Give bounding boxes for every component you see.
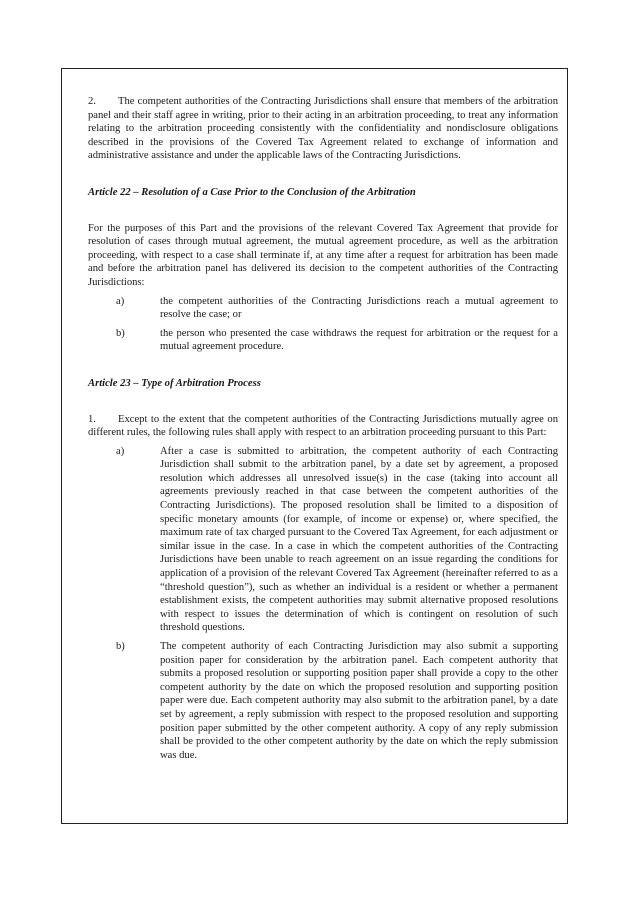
paragraph-number: 1. bbox=[88, 413, 96, 425]
article21-paragraph-2 bbox=[88, 95, 558, 163]
article23-paragraph-1 bbox=[88, 413, 558, 440]
article22-intro: For the purposes of this Part and the provisions of the relevant Covered Tax Agreement that provide for resolution of cases through mutual agreement, the mutual agreement procedure, as well as the arbitration proceeding, with respect to a case shall terminate if, at any time after a request for arbitration has been made and before the arbitration panel has delivered its decision to the competent authorities of the Contracting Jurisdictions: bbox=[88, 222, 558, 288]
item-label: a) bbox=[116, 295, 125, 307]
article23-heading: Article 23 – Type of Arbitration Process bbox=[88, 377, 261, 389]
item-label: b) bbox=[116, 641, 125, 652]
item-text: The competent authority of each Contracting Jurisdiction may also submit a supporting position paper for consideration by the arbitration panel. Each competent authority that submits a proposed resolution or supporting position paper shall provide a copy to the other competent authority by the date on which the proposed resolution and supporting position paper were due. Each competent authority may also submit to the arbitration panel, by a date set by agreement, a reply submission with respect to the proposed resolution and supporting position paper submitted by the other competent authority. A copy of any reply submission shall be provided to the other competent authority by the date on which the reply submission was due. bbox=[160, 641, 558, 761]
paragraph-number: 2. bbox=[88, 96, 96, 107]
article23-item-a bbox=[88, 445, 558, 635]
item-label: a) bbox=[116, 445, 125, 457]
article23-item-b bbox=[88, 640, 558, 762]
item-text: After a case is submitted to arbitration, the competent authority of each Contracting Jurisdiction shall submit to the arbitration panel, by a date set by agreement, a proposed resolution which addresses all unresolved issue(s) in the case (taking into account all agreements previously reached in that case between the competent authorities of the Contracting Jurisdictions). The proposed resolution shall be limited to a disposition of specific monetary amounts (for example, of income or expense) or, where specified, the maximum rate of tax charged pursuant to the Covered Tax Agreement, for each adjustment or similar issue in the case. In a case in which the competent authorities of the Contracting Jurisdictions have been unable to reach agreement on an issue regarding the conditions for application of a provision of the relevant Covered Tax Agreement (hereinafter referred to as a “threshold question”), such as whether an individual is a resident or whether a permanent establishment exists, the competent authorities may submit alternative proposed resolutions with respect to issues the determination of which is contingent on resolution of such threshold questions. bbox=[160, 445, 558, 634]
item-text: the person who presented the case withdraws the request for arbitration or the request for a mutual agreement procedure. bbox=[160, 327, 558, 353]
paragraph-text: Except to the extent that the competent authorities of the Contracting Jurisdictions mutually agree on different rules, the following rules shall apply with respect to an arbitration proceeding pursuant to this Part: bbox=[88, 413, 558, 439]
article22-item-a bbox=[88, 295, 558, 322]
article22-heading: Article 22 – Resolution of a Case Prior to the Conclusion of the Arbitration bbox=[88, 186, 416, 198]
item-label: b) bbox=[116, 327, 125, 339]
paragraph-text: The competent authorities of the Contracting Jurisdictions shall ensure that members of the arbitration panel and their staff agree in writing, prior to their acting in an arbitration proceeding, to treat any information relating to the arbitration proceeding consistently with the confidentiality and nondisclosure obligations described in the provisions of the Covered Tax Agreement related to exchange of information and administrative assistance and under the applicable laws of the Contracting Jurisdictions. bbox=[88, 96, 558, 162]
item-text: the competent authorities of the Contracting Jurisdictions reach a mutual agreement to resolve the case; or bbox=[160, 295, 558, 321]
article22-item-b bbox=[88, 327, 558, 354]
document-body bbox=[88, 95, 558, 762]
